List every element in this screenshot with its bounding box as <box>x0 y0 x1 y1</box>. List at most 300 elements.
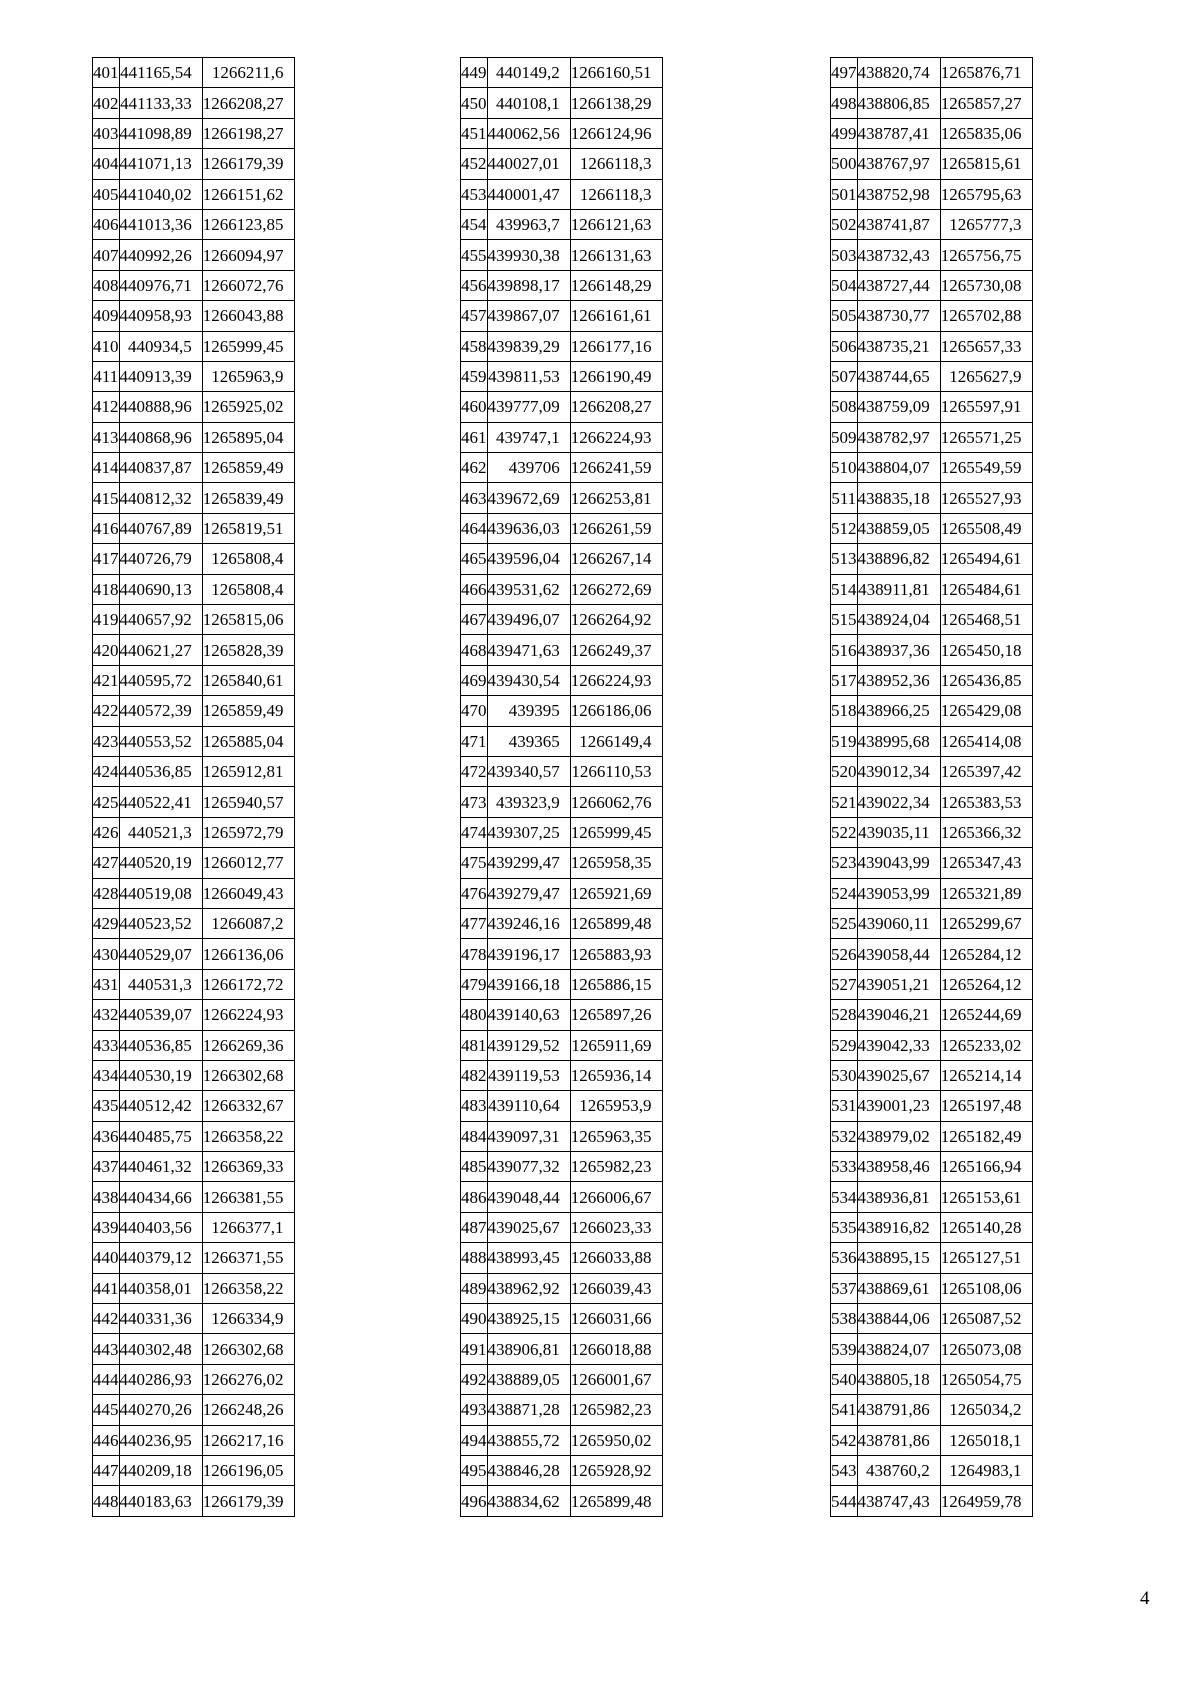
x-coordinate-cell: 441133,33 <box>119 88 202 118</box>
x-coordinate-cell: 438804,07 <box>857 453 940 483</box>
point-number-cell: 532 <box>831 1121 858 1151</box>
table-row <box>93 817 295 847</box>
x-coordinate-cell: 440992,26 <box>119 240 202 270</box>
x-coordinate-cell: 440958,93 <box>119 301 202 331</box>
table-row <box>93 1243 295 1273</box>
point-number-cell: 416 <box>93 513 120 543</box>
point-number-cell: 421 <box>93 665 120 695</box>
y-coordinate-cell: 1265166,94 <box>940 1152 1032 1182</box>
x-coordinate-cell: 438767,97 <box>857 149 940 179</box>
table-row <box>461 1091 663 1121</box>
y-coordinate-cell: 1266136,06 <box>202 939 294 969</box>
table-row <box>831 817 1033 847</box>
x-coordinate-cell: 440868,96 <box>119 422 202 452</box>
y-coordinate-cell: 1265527,93 <box>940 483 1032 513</box>
point-number-cell: 509 <box>831 422 858 452</box>
point-number-cell: 427 <box>93 848 120 878</box>
point-number-cell: 526 <box>831 939 858 969</box>
point-number-cell: 544 <box>831 1486 858 1516</box>
y-coordinate-cell: 1266179,39 <box>202 149 294 179</box>
y-coordinate-cell: 1266198,27 <box>202 118 294 148</box>
y-coordinate-cell: 1265494,61 <box>940 544 1032 574</box>
table-row <box>93 179 295 209</box>
table-row <box>461 513 663 543</box>
point-number-cell: 443 <box>93 1334 120 1364</box>
point-number-cell: 466 <box>461 574 488 604</box>
y-coordinate-cell: 1265730,08 <box>940 270 1032 300</box>
point-number-cell: 434 <box>93 1060 120 1090</box>
table-row <box>93 361 295 391</box>
point-number-cell: 531 <box>831 1091 858 1121</box>
y-coordinate-cell: 1265197,48 <box>940 1091 1032 1121</box>
table-row <box>831 58 1033 88</box>
x-coordinate-cell: 438735,21 <box>857 331 940 361</box>
point-number-cell: 474 <box>461 817 488 847</box>
y-coordinate-cell: 1266123,85 <box>202 209 294 239</box>
table-row <box>831 1425 1033 1455</box>
point-number-cell: 498 <box>831 88 858 118</box>
y-coordinate-cell: 1266241,59 <box>570 453 662 483</box>
x-coordinate-cell: 440520,19 <box>119 848 202 878</box>
point-number-cell: 450 <box>461 88 488 118</box>
point-number-cell: 494 <box>461 1425 488 1455</box>
table-row <box>461 969 663 999</box>
table-row <box>93 665 295 695</box>
point-number-cell: 411 <box>93 361 120 391</box>
point-number-cell: 514 <box>831 574 858 604</box>
y-coordinate-cell: 1265397,42 <box>940 756 1032 786</box>
x-coordinate-cell: 440837,87 <box>119 453 202 483</box>
y-coordinate-cell: 1266001,67 <box>570 1364 662 1394</box>
table-row <box>461 1182 663 1212</box>
y-coordinate-cell: 1265928,92 <box>570 1455 662 1485</box>
x-coordinate-cell: 438741,87 <box>857 209 940 239</box>
table-row <box>831 422 1033 452</box>
table-row <box>93 1364 295 1394</box>
point-number-cell: 528 <box>831 1000 858 1030</box>
table-row <box>93 1152 295 1182</box>
table-row <box>93 696 295 726</box>
point-number-cell: 482 <box>461 1060 488 1090</box>
table-row <box>461 240 663 270</box>
x-coordinate-cell: 440519,08 <box>119 878 202 908</box>
table-row <box>93 635 295 665</box>
y-coordinate-cell: 1266248,26 <box>202 1395 294 1425</box>
point-number-cell: 529 <box>831 1030 858 1060</box>
y-coordinate-cell: 1265018,1 <box>940 1425 1032 1455</box>
table-row <box>831 1486 1033 1516</box>
table-row <box>831 1455 1033 1485</box>
point-number-cell: 525 <box>831 908 858 938</box>
point-number-cell: 433 <box>93 1030 120 1060</box>
table-row <box>461 1304 663 1334</box>
y-coordinate-cell: 1266208,27 <box>202 88 294 118</box>
y-coordinate-cell: 1265153,61 <box>940 1182 1032 1212</box>
y-coordinate-cell: 1266369,33 <box>202 1152 294 1182</box>
table-row <box>461 908 663 938</box>
y-coordinate-cell: 1265795,63 <box>940 179 1032 209</box>
x-coordinate-cell: 439596,04 <box>487 544 570 574</box>
x-coordinate-cell: 439747,1 <box>487 422 570 452</box>
table-row <box>831 1395 1033 1425</box>
point-number-cell: 429 <box>93 908 120 938</box>
point-number-cell: 518 <box>831 696 858 726</box>
y-coordinate-cell: 1266358,22 <box>202 1273 294 1303</box>
table-row <box>831 574 1033 604</box>
point-number-cell: 524 <box>831 878 858 908</box>
table-row <box>831 696 1033 726</box>
point-number-cell: 497 <box>831 58 858 88</box>
table-row <box>831 1243 1033 1273</box>
x-coordinate-cell: 438995,68 <box>857 726 940 756</box>
x-coordinate-cell: 438835,18 <box>857 483 940 513</box>
point-number-cell: 485 <box>461 1152 488 1182</box>
table-row <box>93 1212 295 1242</box>
x-coordinate-cell: 438979,02 <box>857 1121 940 1151</box>
x-coordinate-cell: 439867,07 <box>487 301 570 331</box>
y-coordinate-cell: 1266186,06 <box>570 696 662 726</box>
y-coordinate-cell: 1266049,43 <box>202 878 294 908</box>
x-coordinate-cell: 441040,02 <box>119 179 202 209</box>
coordinate-table-2 <box>460 57 663 1517</box>
y-coordinate-cell: 1266124,96 <box>570 118 662 148</box>
point-number-cell: 413 <box>93 422 120 452</box>
table-row <box>831 544 1033 574</box>
x-coordinate-cell: 439048,44 <box>487 1182 570 1212</box>
y-coordinate-cell: 1266211,6 <box>202 58 294 88</box>
x-coordinate-cell: 439395 <box>487 696 570 726</box>
y-coordinate-cell: 1265756,75 <box>940 240 1032 270</box>
table-row <box>461 878 663 908</box>
y-coordinate-cell: 1265627,9 <box>940 361 1032 391</box>
y-coordinate-cell: 1265958,35 <box>570 848 662 878</box>
table-row <box>93 513 295 543</box>
point-number-cell: 414 <box>93 453 120 483</box>
point-number-cell: 456 <box>461 270 488 300</box>
y-coordinate-cell: 1266302,68 <box>202 1334 294 1364</box>
y-coordinate-cell: 1266118,3 <box>570 179 662 209</box>
point-number-cell: 520 <box>831 756 858 786</box>
x-coordinate-cell: 440523,52 <box>119 908 202 938</box>
table-row <box>461 1030 663 1060</box>
table-row <box>831 635 1033 665</box>
y-coordinate-cell: 1266208,27 <box>570 392 662 422</box>
x-coordinate-cell: 438924,04 <box>857 605 940 635</box>
table-row <box>461 179 663 209</box>
point-number-cell: 425 <box>93 787 120 817</box>
point-number-cell: 511 <box>831 483 858 513</box>
y-coordinate-cell: 1266302,68 <box>202 1060 294 1090</box>
point-number-cell: 510 <box>831 453 858 483</box>
table-row <box>93 1304 295 1334</box>
y-coordinate-cell: 1266217,16 <box>202 1425 294 1455</box>
x-coordinate-cell: 439012,34 <box>857 756 940 786</box>
x-coordinate-cell: 440812,32 <box>119 483 202 513</box>
x-coordinate-cell: 438844,06 <box>857 1304 940 1334</box>
table-row <box>93 1060 295 1090</box>
point-number-cell: 465 <box>461 544 488 574</box>
point-number-cell: 473 <box>461 787 488 817</box>
point-number-cell: 402 <box>93 88 120 118</box>
table-row <box>831 1304 1033 1334</box>
y-coordinate-cell: 1265436,85 <box>940 665 1032 695</box>
table-row <box>461 149 663 179</box>
y-coordinate-cell: 1266043,88 <box>202 301 294 331</box>
point-number-cell: 452 <box>461 149 488 179</box>
y-coordinate-cell: 1265895,04 <box>202 422 294 452</box>
y-coordinate-cell: 1266264,92 <box>570 605 662 635</box>
page-number: 4 <box>1140 1588 1150 1609</box>
point-number-cell: 515 <box>831 605 858 635</box>
y-coordinate-cell: 1266138,29 <box>570 88 662 118</box>
y-coordinate-cell: 1266012,77 <box>202 848 294 878</box>
x-coordinate-cell: 440149,2 <box>487 58 570 88</box>
x-coordinate-cell: 439077,32 <box>487 1152 570 1182</box>
point-number-cell: 460 <box>461 392 488 422</box>
y-coordinate-cell: 1265808,4 <box>202 574 294 604</box>
point-number-cell: 408 <box>93 270 120 300</box>
y-coordinate-cell: 1265839,49 <box>202 483 294 513</box>
y-coordinate-cell: 1266151,62 <box>202 179 294 209</box>
x-coordinate-cell: 438895,15 <box>857 1243 940 1273</box>
x-coordinate-cell: 440553,52 <box>119 726 202 756</box>
x-coordinate-cell: 440531,3 <box>119 969 202 999</box>
point-number-cell: 507 <box>831 361 858 391</box>
point-number-cell: 527 <box>831 969 858 999</box>
x-coordinate-cell: 438859,05 <box>857 513 940 543</box>
x-coordinate-cell: 440522,41 <box>119 787 202 817</box>
point-number-cell: 471 <box>461 726 488 756</box>
point-number-cell: 405 <box>93 179 120 209</box>
x-coordinate-cell: 440690,13 <box>119 574 202 604</box>
y-coordinate-cell: 1266358,22 <box>202 1121 294 1151</box>
x-coordinate-cell: 438993,45 <box>487 1243 570 1273</box>
x-coordinate-cell: 438889,05 <box>487 1364 570 1394</box>
x-coordinate-cell: 438869,61 <box>857 1273 940 1303</box>
y-coordinate-cell: 1265815,61 <box>940 149 1032 179</box>
x-coordinate-cell: 438906,81 <box>487 1334 570 1364</box>
y-coordinate-cell: 1266121,63 <box>570 209 662 239</box>
y-coordinate-cell: 1266179,39 <box>202 1486 294 1516</box>
point-number-cell: 441 <box>93 1273 120 1303</box>
x-coordinate-cell: 438752,98 <box>857 179 940 209</box>
point-number-cell: 484 <box>461 1121 488 1151</box>
y-coordinate-cell: 1264983,1 <box>940 1455 1032 1485</box>
point-number-cell: 459 <box>461 361 488 391</box>
x-coordinate-cell: 438760,2 <box>857 1455 940 1485</box>
table-row <box>93 1000 295 1030</box>
point-number-cell: 489 <box>461 1273 488 1303</box>
point-number-cell: 407 <box>93 240 120 270</box>
x-coordinate-cell: 439042,33 <box>857 1030 940 1060</box>
table-row <box>461 696 663 726</box>
table-row <box>93 58 295 88</box>
table-row <box>461 726 663 756</box>
y-coordinate-cell: 1265999,45 <box>202 331 294 361</box>
y-coordinate-cell: 1265963,35 <box>570 1121 662 1151</box>
table-row <box>831 118 1033 148</box>
point-number-cell: 538 <box>831 1304 858 1334</box>
y-coordinate-cell: 1265549,59 <box>940 453 1032 483</box>
x-coordinate-cell: 439323,9 <box>487 787 570 817</box>
y-coordinate-cell: 1266094,97 <box>202 240 294 270</box>
point-number-cell: 492 <box>461 1364 488 1394</box>
point-number-cell: 523 <box>831 848 858 878</box>
x-coordinate-cell: 440062,56 <box>487 118 570 148</box>
x-coordinate-cell: 439035,11 <box>857 817 940 847</box>
point-number-cell: 540 <box>831 1364 858 1394</box>
table-row <box>831 453 1033 483</box>
point-number-cell: 477 <box>461 908 488 938</box>
x-coordinate-cell: 440434,66 <box>119 1182 202 1212</box>
table-row <box>461 1243 663 1273</box>
x-coordinate-cell: 438925,15 <box>487 1304 570 1334</box>
point-number-cell: 461 <box>461 422 488 452</box>
y-coordinate-cell: 1265127,51 <box>940 1243 1032 1273</box>
x-coordinate-cell: 441071,13 <box>119 149 202 179</box>
table-row <box>93 270 295 300</box>
table-row <box>831 270 1033 300</box>
y-coordinate-cell: 1265835,06 <box>940 118 1032 148</box>
x-coordinate-cell: 439097,31 <box>487 1121 570 1151</box>
table-row <box>831 787 1033 817</box>
y-coordinate-cell: 1265899,48 <box>570 1486 662 1516</box>
table-row <box>831 1364 1033 1394</box>
x-coordinate-cell: 440539,07 <box>119 1000 202 1030</box>
table-row <box>831 88 1033 118</box>
y-coordinate-cell: 1265840,61 <box>202 665 294 695</box>
y-coordinate-cell: 1265897,26 <box>570 1000 662 1030</box>
table-row <box>93 1182 295 1212</box>
x-coordinate-cell: 438824,07 <box>857 1334 940 1364</box>
point-number-cell: 464 <box>461 513 488 543</box>
table-row <box>93 1486 295 1516</box>
point-number-cell: 486 <box>461 1182 488 1212</box>
table-row <box>93 149 295 179</box>
x-coordinate-cell: 440529,07 <box>119 939 202 969</box>
table-row <box>93 1030 295 1060</box>
table-row <box>831 179 1033 209</box>
x-coordinate-cell: 438952,36 <box>857 665 940 695</box>
x-coordinate-cell: 439930,38 <box>487 240 570 270</box>
point-number-cell: 445 <box>93 1395 120 1425</box>
x-coordinate-cell: 440657,92 <box>119 605 202 635</box>
point-number-cell: 516 <box>831 635 858 665</box>
y-coordinate-cell: 1266332,67 <box>202 1091 294 1121</box>
x-coordinate-cell: 439706 <box>487 453 570 483</box>
table-row <box>461 1000 663 1030</box>
x-coordinate-cell: 439051,21 <box>857 969 940 999</box>
table-row <box>93 939 295 969</box>
table-row <box>93 574 295 604</box>
y-coordinate-cell: 1266196,05 <box>202 1455 294 1485</box>
y-coordinate-cell: 1265182,49 <box>940 1121 1032 1151</box>
x-coordinate-cell: 441098,89 <box>119 118 202 148</box>
y-coordinate-cell: 1266131,63 <box>570 240 662 270</box>
point-number-cell: 537 <box>831 1273 858 1303</box>
table-row <box>831 331 1033 361</box>
point-number-cell: 542 <box>831 1425 858 1455</box>
y-coordinate-cell: 1265087,52 <box>940 1304 1032 1334</box>
x-coordinate-cell: 440536,85 <box>119 1030 202 1060</box>
y-coordinate-cell: 1265414,08 <box>940 726 1032 756</box>
table-row <box>461 209 663 239</box>
table-row <box>461 331 663 361</box>
y-coordinate-cell: 1265940,57 <box>202 787 294 817</box>
y-coordinate-cell: 1266031,66 <box>570 1304 662 1334</box>
y-coordinate-cell: 1266072,76 <box>202 270 294 300</box>
point-number-cell: 406 <box>93 209 120 239</box>
y-coordinate-cell: 1266190,49 <box>570 361 662 391</box>
y-coordinate-cell: 1265815,06 <box>202 605 294 635</box>
y-coordinate-cell: 1265972,79 <box>202 817 294 847</box>
x-coordinate-cell: 439531,62 <box>487 574 570 604</box>
x-coordinate-cell: 440512,42 <box>119 1091 202 1121</box>
point-number-cell: 410 <box>93 331 120 361</box>
y-coordinate-cell: 1265450,18 <box>940 635 1032 665</box>
table-row <box>831 1121 1033 1151</box>
table-row <box>461 1486 663 1516</box>
y-coordinate-cell: 1266023,33 <box>570 1212 662 1242</box>
y-coordinate-cell: 1265140,28 <box>940 1212 1032 1242</box>
x-coordinate-cell: 440461,32 <box>119 1152 202 1182</box>
y-coordinate-cell: 1265321,89 <box>940 878 1032 908</box>
table-row <box>93 1273 295 1303</box>
table-row <box>461 1425 663 1455</box>
x-coordinate-cell: 440572,39 <box>119 696 202 726</box>
point-number-cell: 436 <box>93 1121 120 1151</box>
y-coordinate-cell: 1265054,75 <box>940 1364 1032 1394</box>
x-coordinate-cell: 441013,36 <box>119 209 202 239</box>
y-coordinate-cell: 1266033,88 <box>570 1243 662 1273</box>
table-row <box>93 331 295 361</box>
x-coordinate-cell: 440027,01 <box>487 149 570 179</box>
x-coordinate-cell: 439898,17 <box>487 270 570 300</box>
table-row <box>831 1091 1033 1121</box>
table-row <box>461 58 663 88</box>
x-coordinate-cell: 438791,86 <box>857 1395 940 1425</box>
table-row <box>461 270 663 300</box>
point-number-cell: 501 <box>831 179 858 209</box>
y-coordinate-cell: 1266224,93 <box>570 665 662 695</box>
y-coordinate-cell: 1265597,91 <box>940 392 1032 422</box>
table-row <box>461 1455 663 1485</box>
x-coordinate-cell: 439471,63 <box>487 635 570 665</box>
table-row <box>93 1425 295 1455</box>
table-row <box>93 1455 295 1485</box>
y-coordinate-cell: 1265484,61 <box>940 574 1032 604</box>
x-coordinate-cell: 440888,96 <box>119 392 202 422</box>
point-number-cell: 480 <box>461 1000 488 1030</box>
point-number-cell: 435 <box>93 1091 120 1121</box>
table-row <box>461 392 663 422</box>
x-coordinate-cell: 440379,12 <box>119 1243 202 1273</box>
x-coordinate-cell: 438806,85 <box>857 88 940 118</box>
x-coordinate-cell: 439001,23 <box>857 1091 940 1121</box>
y-coordinate-cell: 1266334,9 <box>202 1304 294 1334</box>
y-coordinate-cell: 1265963,9 <box>202 361 294 391</box>
y-coordinate-cell: 1266161,61 <box>570 301 662 331</box>
x-coordinate-cell: 439022,34 <box>857 787 940 817</box>
y-coordinate-cell: 1266269,36 <box>202 1030 294 1060</box>
point-number-cell: 500 <box>831 149 858 179</box>
table-row <box>461 817 663 847</box>
y-coordinate-cell: 1265899,48 <box>570 908 662 938</box>
y-coordinate-cell: 1265571,25 <box>940 422 1032 452</box>
table-row <box>461 787 663 817</box>
point-number-cell: 417 <box>93 544 120 574</box>
x-coordinate-cell: 438747,43 <box>857 1486 940 1516</box>
